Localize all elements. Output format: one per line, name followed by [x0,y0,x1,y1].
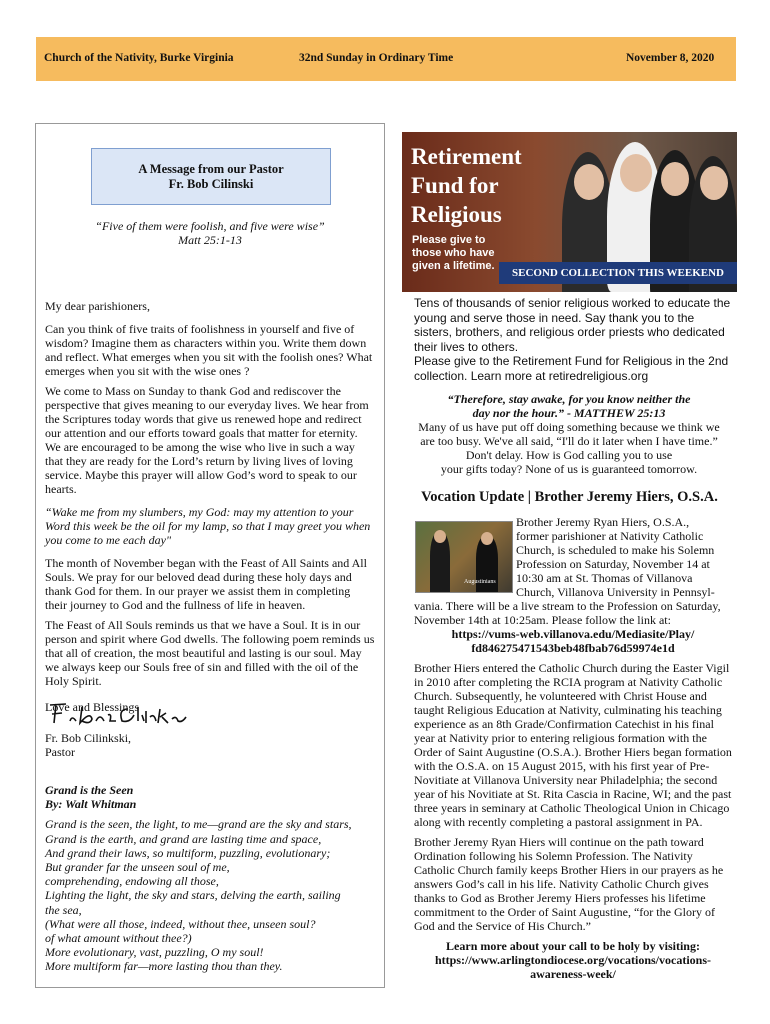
banner-title-line: Fund for [411,173,499,198]
pastor-title-line2: Fr. Bob Cilinski [168,177,254,191]
photo-face [481,532,493,545]
vocation-paragraph: Brother Jeremy Ryan Hiers will continue on the path toward Ordination following his Solemn Profession. The Nativity Catholic Church family keeps Brother Hiers in our prayers as he answers God’s call in his life. Nativity Catholic Church gives thanks to God as Brother Jeremy Hiers professes his lifetime commitment to the Order of Saint Augustine, “for the Glory of God and the Service of His Church.” [414,835,724,933]
vocation-intro-line: Profession on Saturday, November 14 at [516,557,710,571]
poem-line: the sea, [45,902,82,917]
poem-line: More multiform far—more lasting thou than they. [45,959,283,974]
letter-paragraph: The Feast of All Souls reminds us that we have a Soul. It is in our person and spirit where God dwells. The following poem reminds us that all of creation, the most beautiful and lasting is our soul. May we always keep our Souls free of sin and filled with the oil of the Holy Spirit. [45,618,375,688]
banner-give-line: those who have [412,247,495,259]
vocation-paragraph: Brother Hiers entered the Catholic Church during the Easter Vigil in 2010 after completing the RCIA program at Nativity Catholic Church. Subsequently, he volunteered with Christ House and taught Religious Education at Nativity, culminating his teaching experience as an 8th Grade/Confirmation Catechist in his final year at Nativity prior to entering religious formation with the Order of Saint Augustine (O.S.A.). Brother Hiers began formation with the O.S.A. on 15 August 2015, with his first year of Pre-Novitiate at Villanova University near Philadelphia; the second year of his Novitiate at St. Rita Cascia in Racine, WI; and the past three years in seminary at Catholic Theological Union in Chicago along with recently completing a pastoral assignment in PA. [414,661,732,829]
vocation-intro-line: Church, Villanova University in Pennsyl- [516,585,715,599]
photo-face [620,154,652,192]
vocations-link[interactable]: https://www.arlingtondiocese.org/vocations/vocations- [435,953,711,967]
livestream-link-cont[interactable]: fd846275471543beb48fbab76d59974e1d [471,641,675,655]
poem-line: And grand their laws, so multiform, puzzling, evolutionary; [45,845,331,860]
letter-paragraph: Can you think of five traits of foolishness in yourself and five of wisdom? Imagine them as characters within you. Write them down and reflect. What emerges when you sit with the foolish ones? What emerges when you sit with the wise ones ? [45,322,373,378]
photo-caption: Augustinians [464,579,496,585]
retirement-description [414,296,734,383]
vocation-heading: Vocation Update | Brother Jeremy Hiers, O.S.A. [421,489,718,505]
poem-author: By: Walt Whitman [45,797,137,812]
stay-quote-line: day nor the hour.” - MATTHEW 25:13 [472,406,666,420]
closing: Love and Blessings [45,700,139,714]
retirement-text: Tens of thousands of senior religious worked to educate the young and serve those in need. Say thank you to the sisters, brothers, and religious order priests who dedicated their lives to others. [414,296,731,354]
pastor-message-title [91,148,331,205]
banner-give-line: Please give to [412,234,486,246]
stay-text-line: are too busy. We've all said, “I'll do it later when I have time.” [420,434,718,448]
banner-title-line: Religious [411,202,502,227]
poem-line: Lighting the light, the sky and stars, delving the earth, sailing [45,888,341,903]
livestream-link[interactable]: https://vums-web.villanova.edu/Mediasite/Play/ [451,627,695,641]
vocation-intro-line: former parishioner at Nativity Catholic [516,529,704,543]
letter-paragraph: The month of November began with the Feast of All Saints and All Souls. We pray for our beloved dead during these holy days and thank God for them. In our prayer we assist them in completing their journey to God and the fullness of life in heaven. [45,556,367,612]
stay-text-line: Don't delay. How is God calling you to use [465,448,673,462]
vocation-intro-line: Brother Jeremy Ryan Hiers, O.S.A., [516,515,690,529]
stay-text-line: Many of us have put off doing something because we think we [418,420,720,434]
poem-line: But grander far the unseen soul of me, [45,860,230,875]
stay-text-line: your gifts today? None of us is guaranteed tomorrow. [440,462,698,476]
pastor-name: Fr. Bob Cilinkski, [45,731,132,745]
photo-face [434,530,446,543]
vocation-body [414,599,732,981]
second-collection-strip: SECOND COLLECTION THIS WEEKEND [499,262,737,284]
vocations-link-cont[interactable]: awareness-week/ [530,967,616,981]
poem [45,783,375,974]
poem-line: (What were all those, indeed, without thee, unseen soul? [45,916,316,931]
learn-more-text: Learn more about your call to be holy by visiting: [446,939,700,953]
poem-line: More evolutionary, vast, puzzling, O my soul! [45,945,264,960]
pastor-letter [45,299,375,720]
vocation-intro-line: Church, is scheduled to make his Solemn [516,543,715,557]
photo-face [661,162,689,196]
poem-line: of what amount without thee?) [45,931,192,946]
poem-title: Grand is the Seen [45,783,134,797]
pastor-title-line1: A Message from our Pastor [138,162,284,176]
header-liturgical-day: 32nd Sunday in Ordinary Time [299,52,454,64]
photo-face [574,164,604,200]
pastor-role: Pastor [45,745,75,759]
scripture-quote [40,219,380,247]
header-date: November 8, 2020 [626,52,715,64]
banner-give-text [412,234,495,273]
banner-title [411,142,522,229]
retirement-fund-banner [402,132,737,292]
brother-hiers-photo [415,521,513,593]
vocation-intro-rest: vania. There will be a live stream to the Profession on Saturday, November 14th at 10:25am. Please follow the link at: [414,599,721,627]
pastor-signature [46,701,196,727]
stay-awake-section [404,392,734,476]
banner-give-line: given a lifetime. [412,260,495,272]
header-parish: Church of the Nativity, Burke Virginia [44,52,234,64]
header-bar [36,37,736,81]
pastor-signoff [45,731,375,759]
letter-paragraph: We come to Mass on Sunday to thank God and rediscover the perspective that gives meaning to our everyday lives. We hear from the Scriptures today words that give us renewed hope and redirect our attention and our efforts toward goals that matter for eternity. We are encouraged to be among the wise who live in such a way that they are ready for the Lord’s return by living lives of loving service. Maybe this prayer will allow God’s word to speak to our hearts. [45,384,369,496]
photo-face [700,166,728,200]
poem-line: Grand is the earth, and grand are lasting time and space, [45,831,322,846]
prayer-quote: “Wake me from my slumbers, my God: may my attention to your Word this week be the oil for my lamp, so that I may greet you when you come to me each day" [45,505,371,547]
poem-line: Grand is the seen, the light, to me—grand are the sky and stars, [45,817,352,832]
poem-line: comprehending, endowing all those, [45,874,219,889]
retirement-text-2: Please give to the Retirement Fund for Religious in the 2nd collection. Learn more at retiredreligious.org [414,354,729,383]
stay-quote-line: “Therefore, stay awake, for you know neither the [447,392,691,406]
vocation-intro-line: 10:30 am at St. Thomas of Villanova [516,571,693,585]
scripture-quote-ref: Matt 25:1-13 [178,233,242,247]
banner-title-line: Retirement [411,144,522,169]
salutation: My dear parishioners, [45,299,150,313]
vocation-intro [516,515,734,599]
scripture-quote-text: “Five of them were foolish, and five were wise” [95,219,325,233]
